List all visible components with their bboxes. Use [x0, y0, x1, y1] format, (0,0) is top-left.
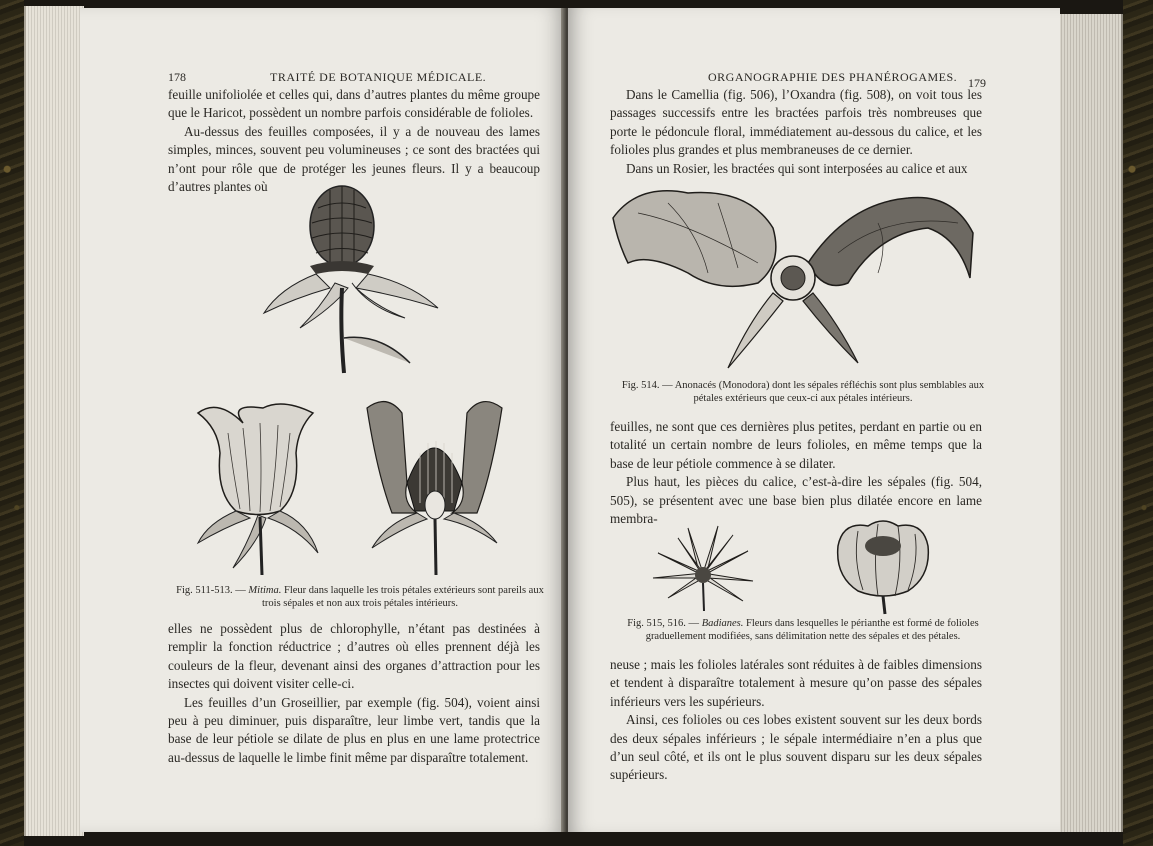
right-paragraph-2: Dans un Rosier, les bractées qui sont interposées au calice et aux [626, 160, 968, 176]
left-paragraph-1: feuille unifoliolée et celles qui, dans d’autres plantes du même groupe que le Haricot, possèdent un nombre parfois considérable de folioles. [168, 87, 540, 121]
right-page [568, 8, 1060, 832]
caption-text: Fleur dans laquelle les trois pétales extérieurs sont pareils aux trois sépales et non aux trois pétales intérieurs. [262, 585, 544, 609]
right-running-head: ORGANOGRAPHIE DES PHANÉROGAMES. [708, 70, 958, 84]
figure-511-flower-cone [260, 178, 450, 378]
left-paragraph-3: elles ne possèdent plus de chlorophylle, n’étant pas destinées à remplir la fonction réductrice ; d’autres où elles prennent déjà les couleurs de la fleur, devenant ainsi des organes d’attraction pour les insectes qui doivent visiter celle-ci. [168, 621, 540, 692]
right-text-bottom [610, 656, 982, 785]
right-paragraph-5: neuse ; mais les folioles latérales sont réduites à de faibles dimensions et tendent à disparaître totalement à mesure qu’on passe des sépales inférieurs vers les supérieurs. [610, 657, 982, 709]
page-edges-right [1059, 14, 1123, 832]
left-text-bottom [168, 620, 540, 767]
figure-515-516-caption [618, 618, 988, 643]
figure-514-monodora [608, 183, 978, 378]
page-edges-left [24, 6, 84, 836]
marbled-cover-right [1123, 0, 1153, 846]
right-paragraph-1: Dans le Camellia (fig. 506), l’Oxandra (fig. 508), on voit tous les passages successifs entre les bractées parfois très nombreuses que porte le pédoncule floral, immédiatement au-dessous du calice, et les folioles plus grandes et plus membraneuses de ce dernier. [610, 87, 982, 158]
left-page [80, 8, 566, 832]
caption-genus: Mitima. [248, 585, 282, 596]
right-paragraph-6: Ainsi, ces folioles ou ces lobes existent souvent sur les deux bords des deux sépales inférieurs ; le sépale intermédiaire n’en a plus que d’un seul côté, et ils ont le plus souvent disparu sur les deux sépales supérieurs. [610, 712, 982, 783]
caption-label: Fig. 515, 516. — [627, 618, 700, 629]
left-running-head: TRAITÉ DE BOTANIQUE MÉDICALE. [270, 70, 487, 84]
caption-label: Fig. 511-513. — [176, 585, 246, 596]
left-page-number: 178 [168, 70, 186, 84]
marbled-cover-left [0, 0, 24, 846]
figure-512-flower-whole [188, 393, 333, 578]
figure-516-badiane-closed [833, 516, 933, 616]
figure-514-caption [618, 380, 988, 405]
figure-513-flower-section [362, 393, 512, 578]
right-paragraph-4: Plus haut, les pièces du calice, c’est-à-dire les sépales (fig. 504, 505), se présentent avec une base bien plus dilatée encore en lame membra- [610, 474, 982, 527]
caption-genus: Badianes. [701, 618, 744, 629]
right-paragraph-3: feuilles, ne sont que ces dernières plus petites, perdant en partie ou en totalité un certain nombre de leurs folioles, en même temps que la base de leur pétiole commence à se dilater. [610, 419, 982, 471]
caption-text: Fleurs dans lesquelles le périanthe est formé de folioles graduellement modifiées, sans délimitation nette des sépales et des pétales. [645, 618, 979, 642]
caption-text: Anonacés (Monodora) dont les sépales réfléchis sont plus semblables aux pétales extérieurs que ceux-ci aux pétales intérieurs. [674, 380, 985, 404]
caption-label: Fig. 514. — [621, 380, 673, 391]
right-text-middle [610, 418, 982, 528]
right-page-number: 179 [968, 76, 986, 90]
figure-515-badiane-open [648, 523, 758, 613]
left-paragraph-2: Au-dessus des feuilles composées, il y a de nouveau des lames simples, minces, souvent peu volumineuses ; ce sont des bractées qui n’ont pour rôle que de protéger les jeunes fleurs. Il y a beaucoup d’autres plantes où [168, 123, 540, 195]
left-paragraph-4: Les feuilles d’un Groseillier, par exemple (fig. 504), voient ainsi peu à peu diminuer, puis disparaître, leur limbe vert, tandis que la base de leur pétiole se dilate de plus en plus en une lame protectrice au-dessus de laquelle le limbe finit même par disparaître totalement. [168, 694, 540, 765]
figure-511-513-caption [175, 585, 545, 610]
right-text-top [610, 86, 982, 178]
